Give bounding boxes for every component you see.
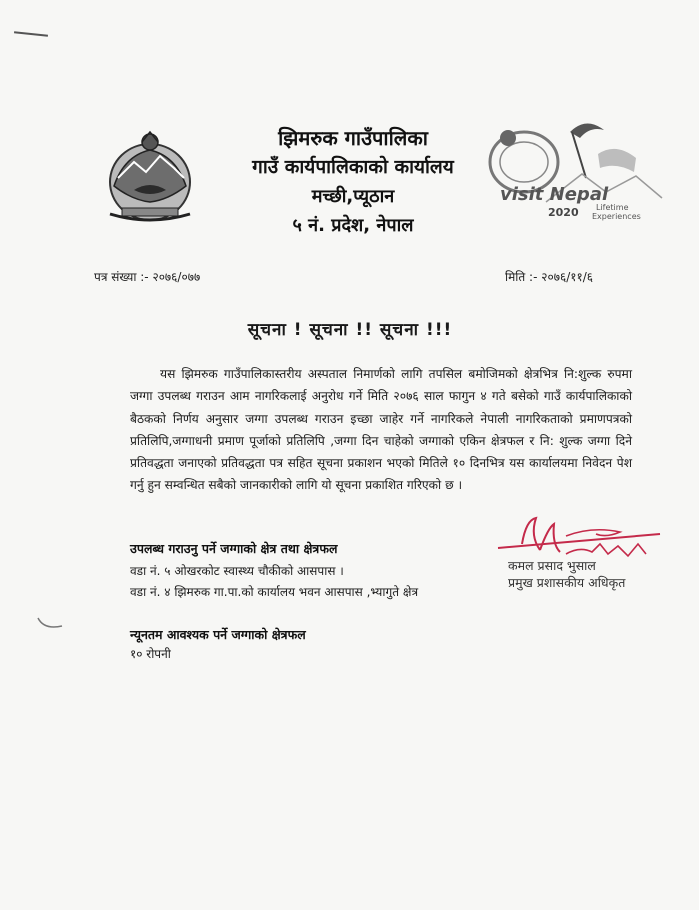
header-line-4: ५ नं. प्रदेश, नेपाल: [292, 215, 414, 236]
tagline-lifetime: Lifetime: [596, 203, 629, 212]
office-header: [228, 124, 478, 240]
signatory-block: [508, 557, 625, 591]
land-item-1: वडा नं. ५ ओखरकोट स्वास्थ्य चौकीको आसपास ।: [130, 564, 344, 578]
area-value: १० रोपनी: [130, 647, 171, 661]
header-line-2: गाउँ कार्यपालिकाको कार्यालय: [252, 156, 454, 178]
area-section-heading: न्यूनतम आवश्यक पर्ने जग्गाको क्षेत्रफल: [130, 627, 306, 642]
signatory-name: कमल प्रसाद भुसाल: [508, 558, 596, 573]
corner-pen-mark: [14, 31, 48, 37]
header-line-1: झिमरुक गाउँपालिका: [278, 126, 428, 150]
signatory-title: प्रमुख प्रशासकीय अधिकृत: [508, 575, 626, 590]
land-section-heading: उपलब्ध गराउनु पर्ने जग्गाको क्षेत्र तथा क्षेत्रफल: [130, 541, 338, 556]
letter-number: पत्र संख्या :- २०७६/०७७: [94, 270, 201, 284]
letter-date: मिति :- २०७६/११/६: [505, 270, 594, 284]
tagline-experiences: Experiences: [592, 212, 641, 221]
notice-title: सूचना ! सूचना !! सूचना !!!: [247, 320, 453, 340]
land-item-2: वडा नं. ४ झिमरुक गा.पा.को कार्यालय भवन आसपास ,भ्यागुते क्षेत्र: [130, 585, 419, 599]
visit-nepal-logo: [486, 118, 664, 226]
header-line-3: मच्छी,प्यूठान: [311, 186, 395, 207]
year-text: 2020: [548, 206, 579, 219]
visit-text: visit Nepal: [500, 184, 609, 205]
notice-body: यस झिमरुक गाउँपालिकास्तरीय अस्पताल निमार्णको लागि तपसिल बमोजिमको क्षेत्रभित्र नि:शुल्क रुपमा जग्गा उपलब्ध गराउन आम नागरिकलाई अनुरोध गर्ने मिति २०७६ साल फागुन ४ गते बसेको गाउँ कार्यपालिकाको बैठकको निर्णय अनुसार जग्गा उपलब्ध गराउन इच्छा जाहेर गर्ने नागरिकले नेपाली नागरिकताको प्रमाणपत्रको प्रतिलिपि,जग्गाधनी प्रमाण पूर्जाको प्रतिलिपि ,जग्गा दिन चाहेको जग्गाको एकिन क्षेत्रफल र नि: शुल्क जग्गा दिने प्रतिवद्धता जनाएको प्रतिवद्धता पत्र सहित सूचना प्रकाशन भएको मितिले १० दिनभित्र यस कार्यालयमा निवेदन पेश गर्नु हुन सम्वन्धित सबैको जानकारीको लागि यो सूचना प्रकाशित गरिएको छ ।: [130, 367, 632, 493]
stray-scan-mark: [36, 616, 66, 632]
nepal-emblem-icon: [104, 128, 196, 224]
